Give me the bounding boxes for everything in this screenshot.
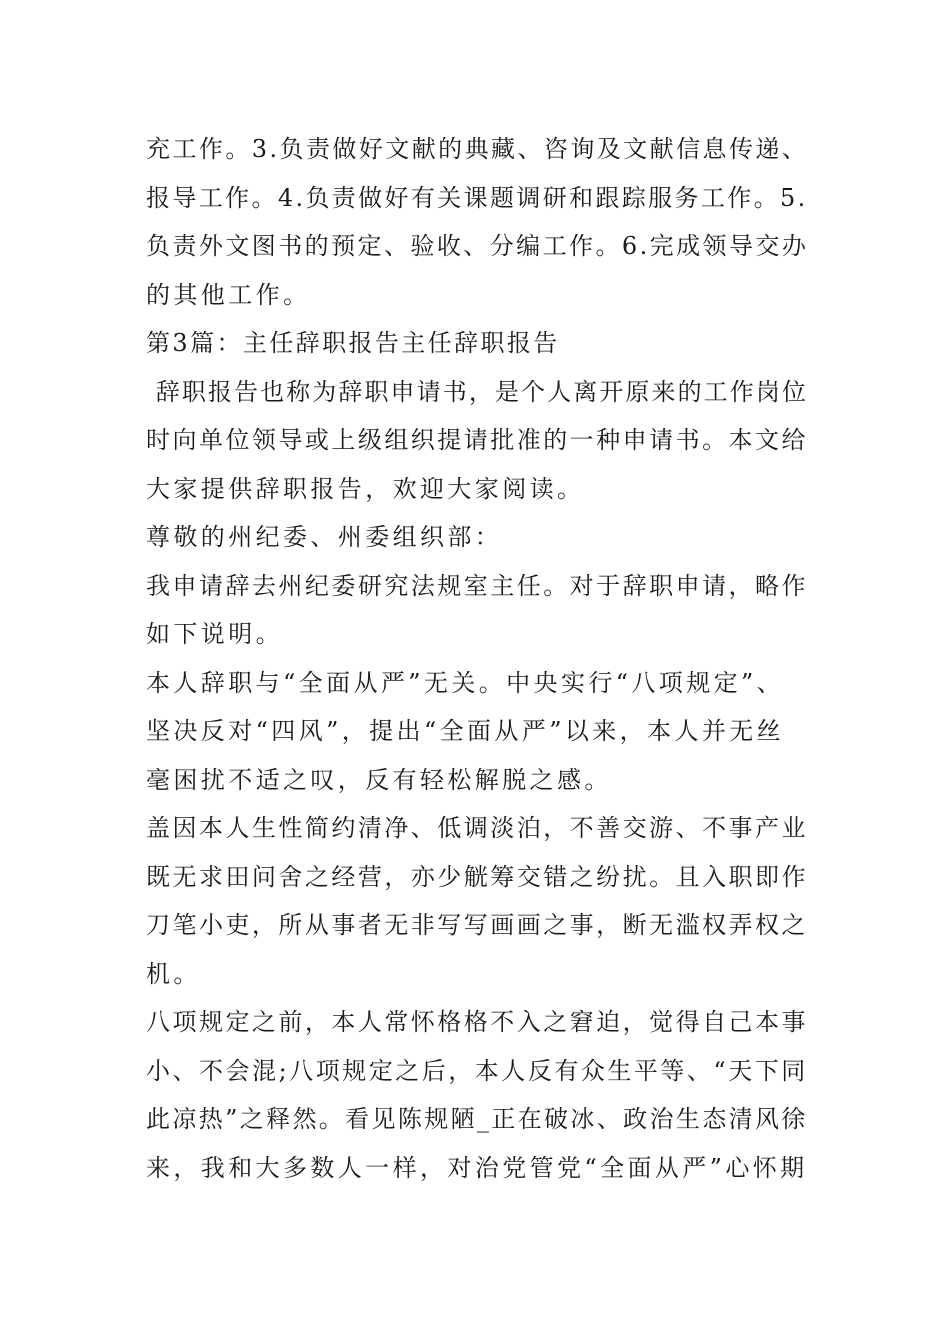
document-body — [146, 125, 808, 1192]
text-line: 盖因本人生性简约清净、低调淡泊，不善交游、不事产业 — [146, 814, 808, 842]
text-line: 我申请辞去州纪委研究法规室主任。对于辞职申请，略作 — [146, 571, 808, 600]
section-heading: 第3篇：主任辞职报告主任辞职报告 — [146, 329, 560, 357]
text-line: 负责外文图书的预定、验收、分编工作。6.完成领导交办 — [146, 232, 809, 260]
text-line: 既无求田问舍之经营，亦少觥筹交错之纷扰。且入职即作 — [146, 862, 808, 891]
text-line: 坚决反对“四风”，提出“全面从严”以来，本人并无丝 — [146, 717, 785, 745]
salutation: 尊敬的州纪委、州委组织部： — [146, 523, 503, 551]
text-line: 此凉热”之释然。看见陈规陋_正在破冰、政治生态清风徐 — [146, 1105, 808, 1133]
text-line: 八项规定之前，本人常怀格格不入之窘迫，觉得自己本事 — [146, 1008, 808, 1036]
text-line: 毫困扰不适之叹，反有轻松解脱之感。 — [146, 765, 612, 794]
text-line: 小、不会混;八项规定之后，本人反有众生平等、“天下同 — [146, 1056, 808, 1085]
text-line: 刀笔小吏，所从事者无非写写画画之事，断无滥权弄权之 — [146, 911, 808, 939]
text-line: 本人辞职与“全面从严”无关。中央实行“八项规定”、 — [146, 668, 785, 697]
text-line: 报导工作。4.负责做好有关课题调研和跟踪服务工作。5. — [146, 183, 808, 212]
text-line: 辞职报告也称为辞职申请书，是个人离开原来的工作岗位 — [146, 377, 809, 406]
text-line: 充工作。3.负责做好文献的典藏、咨询及文献信息传递、 — [146, 135, 809, 163]
text-line: 如下说明。 — [146, 620, 283, 648]
text-line: 来，我和大多数人一样，对治党管党“全面从严”心怀期 — [146, 1153, 808, 1182]
text-line: 大家提供辞职报告，欢迎大家阅读。 — [146, 474, 585, 503]
text-line: 时向单位领导或上级组织提请批准的一种申请书。本文给 — [146, 426, 808, 454]
text-line: 机。 — [146, 959, 201, 988]
text-line: 的其他工作。 — [146, 280, 311, 309]
